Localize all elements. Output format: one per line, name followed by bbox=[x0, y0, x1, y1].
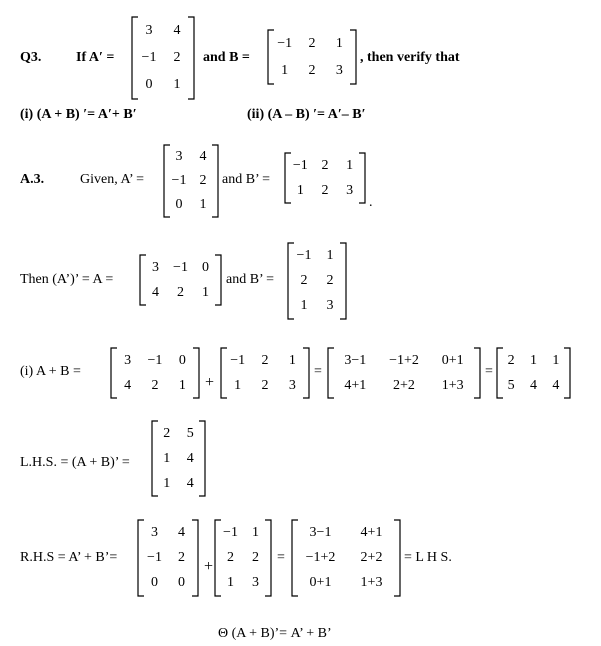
matrix-cell: 2 bbox=[261, 352, 269, 368]
matrix-cell: 1 bbox=[296, 182, 304, 198]
matrix-cell: 4 bbox=[152, 284, 159, 300]
matrix-cell: 1 bbox=[300, 298, 308, 314]
lhs-prefix: L.H.S. = (A + B)’ = bbox=[20, 455, 130, 470]
matrix-sum-expanded bbox=[327, 348, 481, 398]
matrix-cell: 2 bbox=[177, 284, 184, 300]
matrix-cell: 0 bbox=[175, 197, 183, 212]
matrix-cell: 0 bbox=[178, 575, 185, 591]
matrix-cell: 3 bbox=[288, 377, 296, 393]
matrix-cell: 3−1 bbox=[344, 352, 367, 368]
matrix-then-a bbox=[139, 255, 222, 305]
answer-label: A.3. bbox=[20, 172, 45, 187]
answer-and-b: and B’ = bbox=[222, 172, 271, 187]
matrix-cell: 1 bbox=[335, 35, 343, 51]
matrix-sum-result bbox=[496, 348, 571, 398]
matrix-cell: 1 bbox=[199, 197, 207, 212]
matrix-cell: 1 bbox=[288, 352, 296, 368]
matrix-cell: 1 bbox=[227, 575, 234, 591]
matrix-cell: 1 bbox=[173, 77, 181, 93]
matrix-cell: 4 bbox=[529, 377, 537, 393]
matrix-cell: 2 bbox=[199, 173, 207, 188]
matrix-cell: 1 bbox=[252, 524, 259, 540]
matrix-cell: 3 bbox=[124, 352, 132, 368]
question-then: , then verify that bbox=[360, 50, 460, 65]
matrix-cell: −1 bbox=[230, 352, 246, 368]
matrix-cell: 4 bbox=[124, 377, 132, 393]
matrix-cell: 3 bbox=[346, 182, 354, 198]
matrix-cell: 2+2 bbox=[393, 377, 415, 393]
matrix-cell: −1 bbox=[171, 173, 187, 188]
question-label: Q3. bbox=[20, 50, 42, 65]
sum-plus: + bbox=[205, 374, 215, 391]
then-and-b: and B’ = bbox=[226, 272, 275, 287]
matrix-cell: 5 bbox=[186, 425, 194, 441]
matrix-cell: 1 bbox=[163, 475, 171, 491]
matrix-cell: 2 bbox=[308, 62, 316, 78]
matrix-then-b-transpose bbox=[287, 243, 347, 319]
matrix-cell: 1 bbox=[234, 377, 242, 393]
sum-prefix: (i) A + B = bbox=[20, 364, 81, 379]
matrix-q3-a-transpose bbox=[131, 17, 195, 99]
matrix-cell: 2 bbox=[321, 157, 329, 173]
matrix-sum-b bbox=[220, 348, 310, 398]
matrix-cell: 3 bbox=[335, 62, 343, 78]
matrix-cell: 0+1 bbox=[441, 352, 464, 368]
matrix-cell: 4 bbox=[178, 524, 185, 540]
matrix-cell: 1+3 bbox=[441, 377, 464, 393]
matrix-cell: 1 bbox=[552, 352, 560, 368]
matrix-cell: 1 bbox=[346, 157, 354, 173]
question-part-i: (i) (A + B) ′= A′+ B′ bbox=[20, 107, 137, 122]
matrix-cell: 1 bbox=[163, 450, 171, 466]
matrix-q3-b bbox=[267, 30, 357, 84]
matrix-cell: 0 bbox=[151, 575, 158, 591]
sum-equals-2: = bbox=[485, 364, 493, 379]
matrix-rhs-expanded bbox=[291, 520, 401, 596]
rhs-suffix: = L H S. bbox=[404, 550, 452, 565]
matrix-cell: 2 bbox=[321, 182, 329, 198]
matrix-cell: 4 bbox=[199, 149, 207, 164]
then-prefix: Then (A’)’ = A = bbox=[20, 272, 114, 287]
matrix-cell: 5 bbox=[507, 377, 515, 393]
matrix-sum-a bbox=[110, 348, 200, 398]
question-and-b: and B = bbox=[203, 50, 250, 65]
matrix-cell: 1+3 bbox=[360, 575, 383, 591]
matrix-cell: 2 bbox=[261, 377, 269, 393]
matrix-cell: 2 bbox=[178, 550, 185, 565]
matrix-rhs-a-transpose bbox=[137, 520, 199, 596]
matrix-cell: 0 bbox=[178, 352, 186, 368]
matrix-cell: −1 bbox=[292, 157, 308, 173]
matrix-cell: 0+1 bbox=[309, 575, 332, 591]
matrix-cell: 2+2 bbox=[360, 550, 383, 565]
conclusion: Θ (A + B)’= A’ + B’ bbox=[218, 626, 332, 641]
matrix-cell: −1 bbox=[173, 259, 188, 275]
matrix-answer-a-transpose bbox=[163, 145, 219, 217]
matrix-cell: 4 bbox=[552, 377, 560, 393]
rhs-equals: = bbox=[277, 550, 285, 565]
matrix-cell: −1 bbox=[296, 247, 312, 263]
matrix-cell: 2 bbox=[308, 35, 316, 51]
matrix-cell: −1+2 bbox=[389, 352, 419, 368]
matrix-cell: 1 bbox=[281, 62, 289, 78]
matrix-cell: 2 bbox=[300, 273, 308, 288]
matrix-cell: −1 bbox=[277, 35, 293, 51]
matrix-cell: 4 bbox=[173, 22, 181, 38]
answer-dot: . bbox=[369, 195, 373, 210]
matrix-cell: −1+2 bbox=[305, 550, 336, 565]
rhs-prefix: R.H.S = A’ + B’= bbox=[20, 550, 118, 565]
matrix-cell: 4+1 bbox=[344, 377, 367, 393]
matrix-cell: 3−1 bbox=[309, 524, 332, 540]
matrix-cell: 3 bbox=[145, 22, 153, 38]
matrix-cell: 1 bbox=[529, 352, 537, 368]
matrix-cell: −1 bbox=[141, 50, 157, 65]
matrix-cell: 0 bbox=[145, 77, 153, 93]
matrix-cell: 2 bbox=[227, 550, 234, 565]
matrix-cell: 2 bbox=[173, 50, 181, 65]
matrix-cell: 2 bbox=[163, 425, 171, 441]
matrix-rhs-b-transpose bbox=[214, 520, 272, 596]
question-part-ii: (ii) (A – B) ′= A′– B′ bbox=[247, 107, 366, 122]
matrix-answer-b bbox=[284, 153, 366, 203]
matrix-cell: −1 bbox=[147, 352, 163, 368]
matrix-cell: 2 bbox=[326, 273, 334, 288]
matrix-lhs bbox=[151, 421, 206, 496]
matrix-cell: 1 bbox=[202, 284, 209, 300]
rhs-plus: + bbox=[204, 558, 214, 575]
matrix-cell: −1 bbox=[147, 550, 162, 565]
matrix-cell: 3 bbox=[326, 298, 334, 314]
matrix-cell: 1 bbox=[178, 377, 186, 393]
matrix-cell: 2 bbox=[151, 377, 159, 393]
sum-equals-1: = bbox=[314, 364, 322, 379]
matrix-cell: 3 bbox=[252, 575, 259, 591]
matrix-cell: 4+1 bbox=[360, 524, 383, 540]
matrix-cell: 4 bbox=[186, 475, 194, 491]
matrix-cell: 4 bbox=[186, 450, 194, 466]
matrix-cell: 3 bbox=[152, 259, 159, 275]
matrix-cell: 1 bbox=[326, 247, 334, 263]
answer-given-a: Given, A’ = bbox=[80, 172, 145, 187]
matrix-cell: 2 bbox=[252, 550, 259, 565]
question-if-a: If A′ = bbox=[76, 50, 115, 65]
matrix-cell: 3 bbox=[175, 149, 183, 164]
matrix-cell: 3 bbox=[151, 524, 158, 540]
matrix-cell: 2 bbox=[507, 352, 515, 368]
matrix-cell: 0 bbox=[202, 259, 209, 275]
matrix-cell: −1 bbox=[223, 524, 238, 540]
